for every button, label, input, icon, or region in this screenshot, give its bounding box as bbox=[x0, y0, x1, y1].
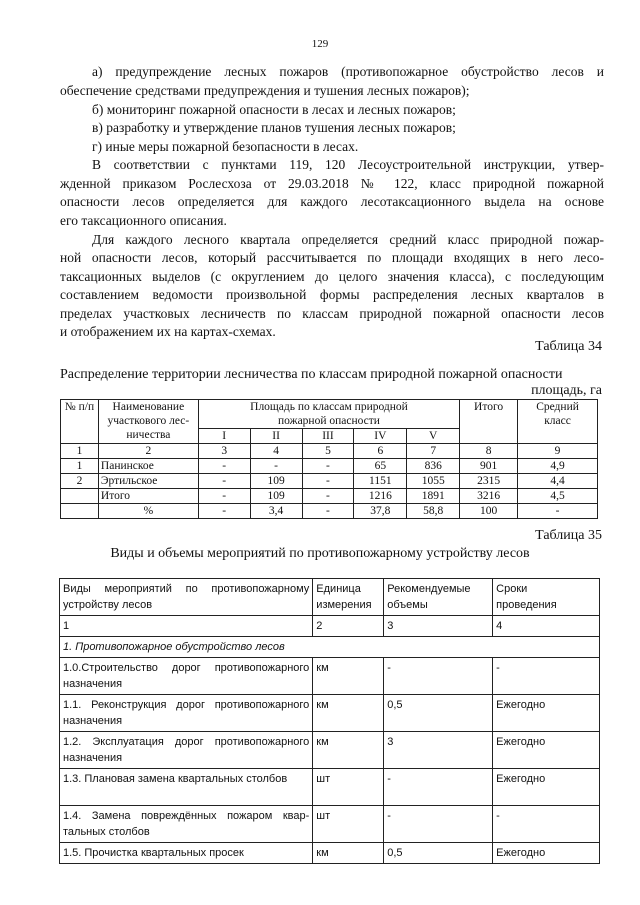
paragraph-1-line-4: его таксационного описания. bbox=[60, 213, 227, 228]
table-cell: 9 bbox=[518, 444, 598, 459]
table-cell: 0,5 bbox=[384, 843, 493, 864]
list-item-a-cont: обеспечение средствами предупреждения и тушения лесных пожаров); bbox=[60, 83, 470, 98]
table-row bbox=[60, 806, 600, 843]
header-activity: Виды мероприятий по противопожарному устройству лесов bbox=[60, 579, 313, 616]
table-row bbox=[60, 695, 600, 732]
table-cell: Эртильское bbox=[98, 474, 198, 489]
table-cell: 4 bbox=[250, 444, 302, 459]
table-cell: 3 bbox=[198, 444, 250, 459]
paragraph-2-line-4: составлением ведомости произвольной формы распределения лесных кварталов в bbox=[60, 287, 604, 302]
table-cell: 3216 bbox=[460, 489, 518, 504]
header-num: № п/п bbox=[61, 400, 99, 444]
table-cell: 100 bbox=[460, 504, 518, 519]
table-cell: км bbox=[313, 658, 384, 695]
table-cell: - bbox=[384, 806, 493, 843]
table-cell: 37,8 bbox=[354, 504, 407, 519]
table-cell: 65 bbox=[354, 459, 407, 474]
table-cell: - bbox=[493, 806, 600, 843]
column-numbers-row bbox=[60, 616, 600, 637]
paragraph-2-line-6: и отображением их на картах-схемах. bbox=[60, 324, 276, 339]
header-class-3: III bbox=[302, 429, 354, 444]
list-item-v: в) разработку и утверждение планов тушения лесных пожаров; bbox=[92, 120, 456, 135]
paragraph-1-line-2: жденной приказом Рослесхоза от 29.03.2018 № 122, класс природной пожарной bbox=[60, 176, 604, 191]
table-cell: 1891 bbox=[407, 489, 460, 504]
header-class-5: V bbox=[407, 429, 460, 444]
table-cell: 2315 bbox=[460, 474, 518, 489]
table-cell: - bbox=[250, 459, 302, 474]
table-row bbox=[60, 769, 600, 806]
table-cell: км bbox=[313, 732, 384, 769]
paragraph-2-line-5: пределах участковых лесничеств по классам природной пожарной опасности лесов bbox=[60, 306, 604, 321]
table-cell: - bbox=[198, 474, 250, 489]
table-cell bbox=[61, 504, 99, 519]
table-cell: 3 bbox=[384, 616, 493, 637]
table-cell: 2 bbox=[98, 444, 198, 459]
list-item-a: а) предупреждение лесных пожаров (противопожарное обустройство лесов и bbox=[92, 64, 604, 79]
table-cell: шт bbox=[313, 769, 384, 806]
table-cell: Панинское bbox=[98, 459, 198, 474]
table-cell: 1 bbox=[61, 444, 99, 459]
list-item-g: г) иные меры пожарной безопасности в лесах. bbox=[92, 139, 359, 154]
table-cell: 4,5 bbox=[518, 489, 598, 504]
table-cell: - bbox=[302, 459, 354, 474]
table-34-unit: площадь, га bbox=[531, 383, 602, 398]
header-area: Площадь по классам природной пожарной опасности bbox=[198, 400, 459, 429]
table-cell: - bbox=[302, 504, 354, 519]
header-volume: Рекомендуемые объемы bbox=[384, 579, 493, 616]
table-cell: 836 bbox=[407, 459, 460, 474]
table-cell: 1 bbox=[61, 459, 99, 474]
table-cell: 1.2. Эксплуатация дорог противопожарного назначения bbox=[60, 732, 313, 769]
table-cell: 8 bbox=[460, 444, 518, 459]
header-total: Итого bbox=[460, 400, 518, 444]
table-34-label: Таблица 34 bbox=[535, 339, 602, 354]
header-row bbox=[60, 579, 600, 616]
table-cell: шт bbox=[313, 806, 384, 843]
table-cell: 3,4 bbox=[250, 504, 302, 519]
table-cell: Итого bbox=[98, 489, 198, 504]
table-cell: Ежегодно bbox=[493, 695, 600, 732]
table-cell: 3 bbox=[384, 732, 493, 769]
paragraph-1-line-3: опасности лесов определяется для каждого лесотаксационного выдела на основе bbox=[60, 194, 604, 209]
table-cell: км bbox=[313, 695, 384, 732]
table-cell: - bbox=[198, 459, 250, 474]
table-cell bbox=[61, 489, 99, 504]
table-cell: 1151 bbox=[354, 474, 407, 489]
table-cell: 1 bbox=[60, 616, 313, 637]
table-cell: 6 bbox=[354, 444, 407, 459]
table-cell: Ежегодно bbox=[493, 843, 600, 864]
section-title: 1. Противопожарное обустройство лесов bbox=[60, 637, 600, 658]
table-cell: 901 bbox=[460, 459, 518, 474]
table-cell: 1216 bbox=[354, 489, 407, 504]
table-cell: - bbox=[384, 769, 493, 806]
table-35 bbox=[59, 578, 600, 864]
paragraph-2-line-3: таксационных выделов (с округлением до целого значения класса), с последующим bbox=[60, 269, 604, 284]
table-row bbox=[61, 489, 598, 504]
table-row bbox=[60, 843, 600, 864]
header-avg-class: Средний класс bbox=[518, 400, 598, 444]
table-cell: 1.1. Реконструкция дорог противопожарного назначения bbox=[60, 695, 313, 732]
table-cell: % bbox=[98, 504, 198, 519]
paragraph-2-line-1: Для каждого лесного квартала определяется средний класс природной пожар- bbox=[92, 232, 604, 247]
table-row bbox=[60, 658, 600, 695]
table-cell: - bbox=[198, 504, 250, 519]
column-numbers-row bbox=[61, 444, 598, 459]
table-34 bbox=[60, 399, 598, 519]
table-cell: 2 bbox=[313, 616, 384, 637]
table-cell: 1.4. Замена повреждённых пожаром квар- тальных столбов bbox=[60, 806, 313, 843]
table-cell: 109 bbox=[250, 489, 302, 504]
table-cell: 4,4 bbox=[518, 474, 598, 489]
table-cell: 2 bbox=[61, 474, 99, 489]
table-cell: Ежегодно bbox=[493, 769, 600, 806]
paragraph-1-line-1: В соответствии с пунктами 119, 120 Лесоустроительной инструкции, утвер- bbox=[92, 157, 604, 172]
table-row bbox=[60, 732, 600, 769]
header-class-1: I bbox=[198, 429, 250, 444]
table-cell: - bbox=[493, 658, 600, 695]
table-cell: 58,8 bbox=[407, 504, 460, 519]
header-class-2: II bbox=[250, 429, 302, 444]
table-cell: 1055 bbox=[407, 474, 460, 489]
section-row bbox=[60, 637, 600, 658]
table-cell: 4 bbox=[493, 616, 600, 637]
header-term: Сроки проведения bbox=[493, 579, 600, 616]
table-cell: Ежегодно bbox=[493, 732, 600, 769]
paragraph-2-line-2: ной опасности лесов, который рассчитывается по площади входящих в него лесо- bbox=[60, 250, 604, 265]
table-cell: - bbox=[302, 474, 354, 489]
table-cell: - bbox=[518, 504, 598, 519]
table-cell: - bbox=[198, 489, 250, 504]
header-class-4: IV bbox=[354, 429, 407, 444]
table-cell: 0,5 bbox=[384, 695, 493, 732]
table-cell: - bbox=[302, 489, 354, 504]
table-cell: 7 bbox=[407, 444, 460, 459]
table-cell: 4,9 bbox=[518, 459, 598, 474]
table-cell: - bbox=[384, 658, 493, 695]
table-row bbox=[61, 474, 598, 489]
table-cell: км bbox=[313, 843, 384, 864]
list-item-b: б) мониторинг пожарной опасности в лесах и лесных пожаров; bbox=[92, 102, 456, 117]
table-row bbox=[61, 504, 598, 519]
table-35-title: Виды и объемы мероприятий по противопожарному устройству лесов bbox=[110, 546, 530, 561]
page-number: 129 bbox=[311, 38, 329, 50]
table-cell: 5 bbox=[302, 444, 354, 459]
table-34-title: Распределение территории лесничества по классам природной пожарной опасности bbox=[60, 367, 563, 382]
table-row bbox=[61, 459, 598, 474]
table-cell: 1.3. Плановая замена квартальных столбов bbox=[60, 769, 313, 806]
header-unit: Единица измерения bbox=[313, 579, 384, 616]
table-cell: 1.5. Прочистка квартальных просек bbox=[60, 843, 313, 864]
table-cell: 109 bbox=[250, 474, 302, 489]
table-cell: 1.0.Строительство дорог противопожарного назначения bbox=[60, 658, 313, 695]
header-name: Наименование участкового лес- ничества bbox=[98, 400, 198, 444]
table-35-label: Таблица 35 bbox=[535, 528, 602, 543]
